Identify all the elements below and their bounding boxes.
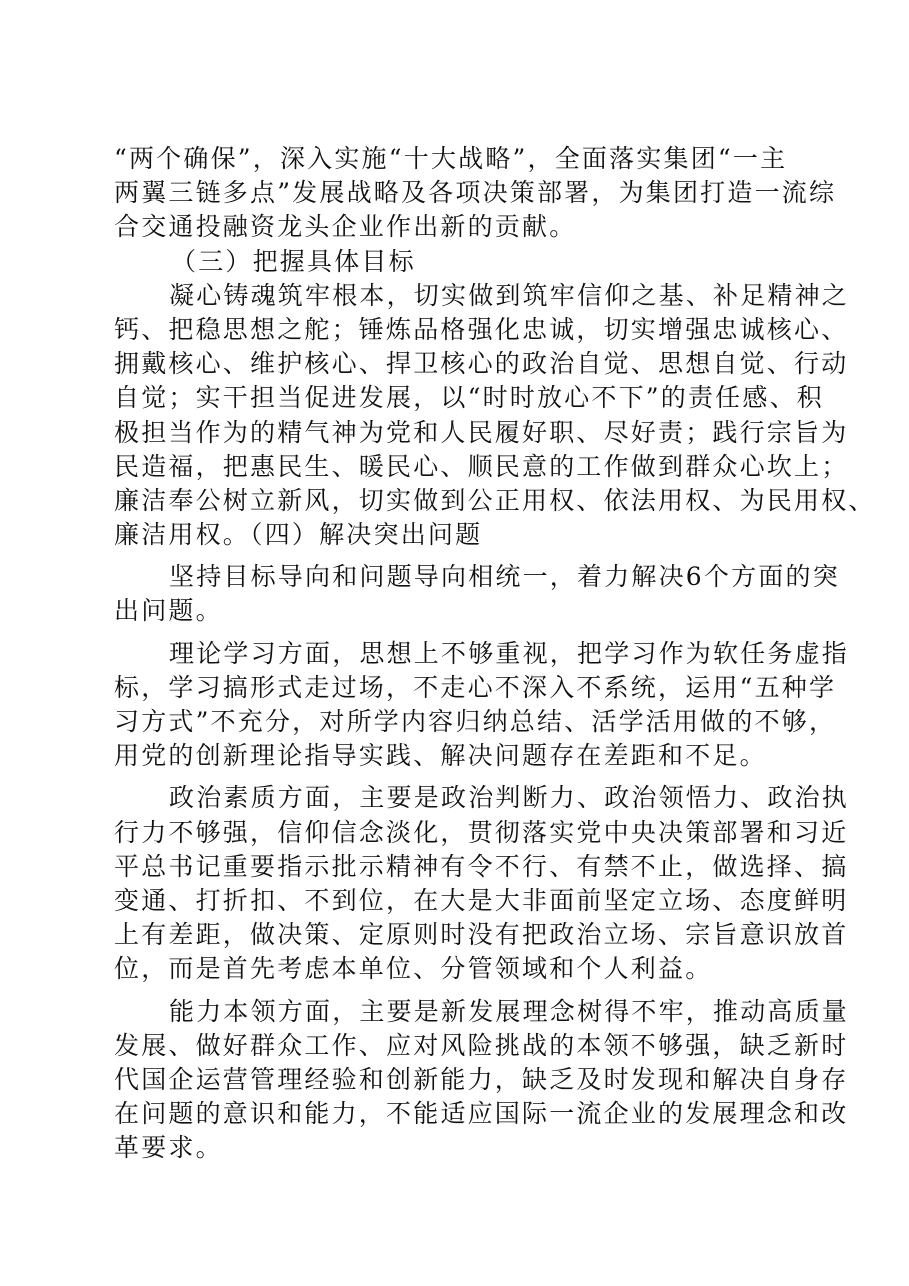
text-line: 凝心铸魂筑牢根本，切实做到筑牢信仰之基、补足精神之 (169, 280, 850, 310)
text-line: 代国企运营管理经验和创新能力，缺乏及时发现和解决自身存 (114, 1064, 849, 1094)
paragraph-gap (114, 629, 814, 637)
text-line: 拥戴核心、维护核心、捍卫核心的政治自觉、思想自觉、行动 (114, 349, 849, 379)
document-body (114, 142, 876, 1165)
text-line: 理论学习方面，思想上不够重视，把学习作为软任务虚指 (169, 638, 850, 668)
paragraph-6 (114, 995, 850, 1166)
text-line: 上有差距，做决策、定原则时没有把政治立场、宗旨意识放首 (114, 920, 849, 950)
text-line: 钙、把稳思想之舵；锤炼品格强化忠诚，切实增强忠诚核心、 (114, 314, 849, 344)
text-line: 用党的创新理论指导实践、解决问题存在差距和不足。 (114, 741, 767, 771)
paragraph-5 (114, 781, 850, 986)
text-line: 出问题。 (114, 596, 223, 626)
text-line: 平总书记重要指示批示精神有令不行、有禁不止，做选择、搞 (114, 851, 849, 881)
text-line: 民造福，把惠民生、暖民心、顺民意的工作做到群众心坎上； (114, 451, 849, 481)
text-line: 发展、做好群众工作、应对风险挑战的本领不够强，缺乏新时 (114, 1030, 849, 1060)
text-line: 在问题的意识和能力，不能适应国际一流企业的发展理念和改 (114, 1099, 849, 1129)
text-line: 标，学习搞形式走过场，不走心不深入不系统，运用“五种学 (114, 672, 837, 702)
paragraph-2 (114, 279, 876, 553)
text-line: 能力本领方面，主要是新发展理念树得不牢，推动高质量 (169, 996, 850, 1026)
text-line: 行力不够强，信仰信念淡化，贯彻落实党中央决策部署和习近 (114, 817, 849, 847)
text-line: 政治素质方面，主要是政治判断力、政治领悟力、政治执 (169, 783, 850, 813)
text-line: 极担当作为的精气神为党和人民履好职、尽好责；践行宗旨为 (114, 417, 849, 447)
text-line: 革要求。 (114, 1133, 223, 1163)
text-line: “两个确保”，深入实施“十大战略”，全面落实集团“一主 (114, 144, 788, 173)
paragraph-gap (114, 773, 814, 781)
text-line: 位，而是首先考虑本单位、分管领域和个人利益。 (114, 954, 713, 984)
section-heading-3 (114, 245, 814, 279)
text-line: 廉洁奉公树立新风，切实做到公正用权、依法用权、为民用权、 (114, 485, 876, 515)
paragraph-gap (114, 552, 814, 560)
text-line: 坚持目标导向和问题导向相统一，着力解决6个方面的突 (169, 562, 840, 592)
paragraph-4 (114, 637, 850, 774)
heading-text: （三）把握具体目标 (171, 246, 416, 276)
text-line: 变通、打折扣、不到位，在大是大非面前坚定立场、态度鲜明 (114, 885, 849, 915)
text-line: 自觉；实干担当促进发展，以“时时放心不下”的责任感、积 (114, 383, 824, 413)
text-line: 两翼三链多点”发展战略及各项决策部署，为集团打造一流综 (114, 178, 837, 208)
paragraph-1 (114, 142, 837, 245)
paragraph-gap (114, 987, 814, 995)
paragraph-3 (114, 560, 840, 628)
text-line: 廉洁用权。（四）解决突出问题 (114, 520, 483, 550)
text-line: 合交通投融资龙头企业作出新的贡献。 (114, 212, 577, 242)
text-line: 习方式”不充分，对所学内容归纳总结、活学活用做的不够， (114, 707, 837, 736)
